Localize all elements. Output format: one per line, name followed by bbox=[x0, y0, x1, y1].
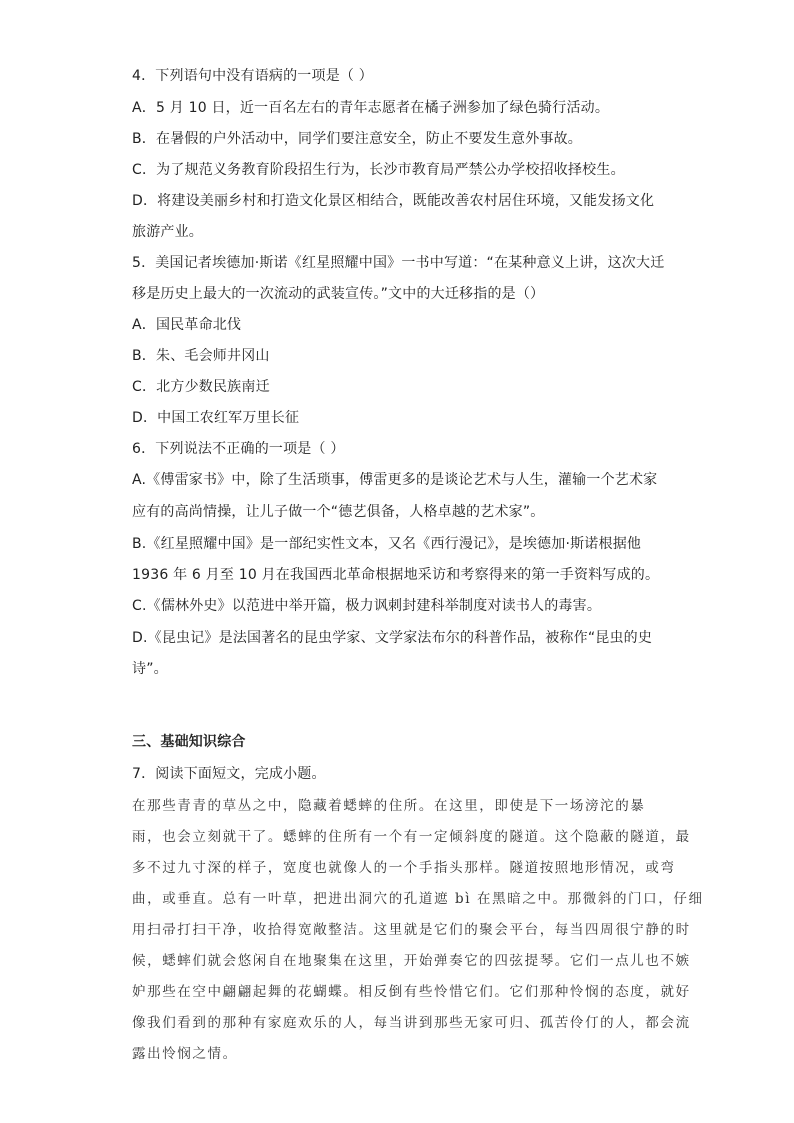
q7-stem: 7．阅读下面短文，完成小题。 bbox=[132, 766, 326, 782]
q4-option-a: A．5 月 10 日，近一百名左右的青年志愿者在橘子洲参加了绿色骑行活动。 bbox=[132, 100, 610, 116]
q6-option-d-line1: D.《昆虫记》是法国著名的昆虫学家、文学家法布尔的科普作品，被称作“昆虫的史 bbox=[132, 630, 653, 646]
q5-stem-line1: 5．美国记者埃德加·斯诺《红星照耀中国》一书中写道：“在某种意义上讲，这次大迁 bbox=[132, 255, 665, 271]
q4-option-d-line2: 旅游产业。 bbox=[132, 224, 203, 240]
passage-line: 妒那些在空中翩翩起舞的花蝴蝶。相反倒有些怜惜它们。它们那种怜悯的态度，就好 bbox=[132, 984, 691, 1000]
q6-stem: 6．下列说法不正确的一项是（ ） bbox=[132, 441, 345, 457]
passage-line: 用扫帚打扫干净，收拾得宽敞整洁。这里就是它们的聚会平台，每当四周很宁静的时 bbox=[132, 922, 691, 938]
q5-option-d: D．中国工农红军万里长征 bbox=[132, 410, 300, 426]
q6-option-d-line2: 诗”。 bbox=[132, 661, 168, 677]
q6-option-a-line2: 应有的高尚情操，让儿子做一个“德艺俱备，人格卓越的艺术家”。 bbox=[132, 504, 545, 520]
passage-line: 在那些青青的草丛之中，隐藏着蟋蟀的住所。在这里，即使是下一场滂沱的暴 bbox=[132, 798, 646, 814]
q4-stem: 4．下列语句中没有语病的一项是（ ） bbox=[132, 68, 373, 84]
q4-option-d-line1: D．将建设美丽乡村和打造文化景区相结合，既能改善农村居住环境，又能发扬文化 bbox=[132, 193, 655, 209]
q6-option-a-line1: A.《傅雷家书》中，除了生活琐事，傅雷更多的是谈论艺术与人生，灌输一个艺术家 bbox=[132, 472, 658, 488]
q6-option-b-line2: 1936 年 6 月至 10 月在我国西北革命根据地采访和考察得来的第一手资料写成的。 bbox=[132, 567, 660, 583]
q5-option-c: C．北方少数民族南迁 bbox=[132, 379, 270, 395]
q4-option-c: C．为了规范义务教育阶段招生行为，长沙市教育局严禁公办学校招收择校生。 bbox=[132, 162, 625, 178]
q5-stem-line2: 移是历史上最大的一次流动的武装宣传。”文中的大迁移指的是（） bbox=[132, 286, 545, 302]
q6-option-c: C.《儒林外史》以范进中举开篇，极力讽刺封建科举制度对读书人的毒害。 bbox=[132, 598, 602, 614]
passage-line: 露出怜悯之情。 bbox=[132, 1046, 238, 1062]
q5-option-b: B．朱、毛会师井冈山 bbox=[132, 348, 270, 364]
passage-line: 候，蟋蟀们就会悠闲自在地聚集在这里，开始弹奏它的四弦提琴。它们一点儿也不嫉 bbox=[132, 953, 691, 969]
section-heading: 三、基础知识综合 bbox=[132, 734, 246, 750]
q5-option-a: A．国民革命北伐 bbox=[132, 317, 242, 333]
q4-option-b: B．在暑假的户外活动中，同学们要注意安全，防止不要发生意外事故。 bbox=[132, 131, 583, 147]
passage-line: 雨，也会立刻就干了。蟋蟀的住所有一个有一定倾斜度的隧道。这个隐蔽的隧道，最 bbox=[132, 829, 691, 845]
passage-line: 曲，或垂直。总有一叶草，把进出洞穴的孔道遮 bì 在黑暗之中。那微斜的门口，仔细 bbox=[132, 891, 704, 907]
q6-option-b-line1: B.《红星照耀中国》是一部纪实性文本，又名《西行漫记》，是埃德加·斯诺根据他 bbox=[132, 536, 642, 552]
passage-line: 像我们看到的那种有家庭欢乐的人，每当讲到那些无家可归、孤苦伶仃的人，都会流 bbox=[132, 1015, 691, 1031]
passage-line: 多不过九寸深的样子，宽度也就像人的一个手指头那样。隧道按照地形情况，或弯 bbox=[132, 860, 676, 876]
